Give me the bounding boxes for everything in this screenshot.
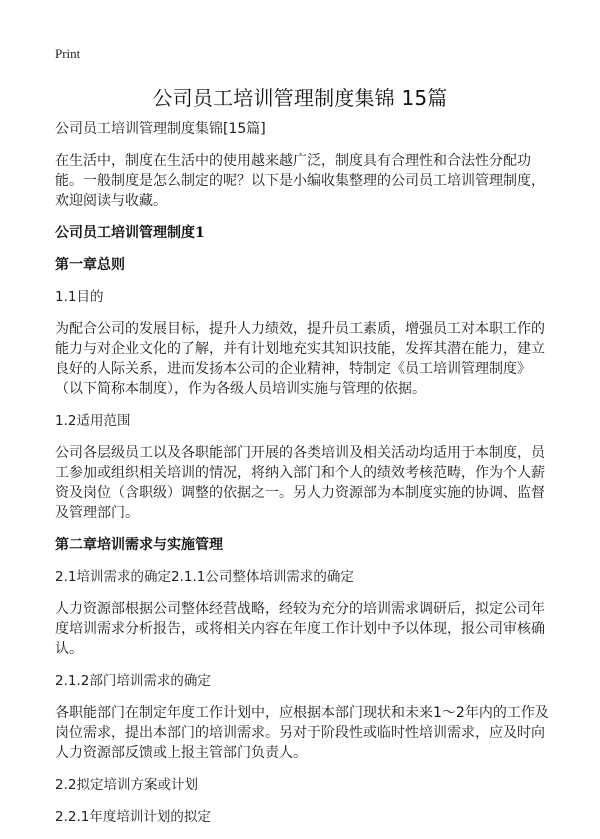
document-subtitle: 公司员工培训管理制度集锦[15篇] bbox=[55, 121, 266, 137]
section-1-2-label: 1.2适用范围 bbox=[55, 413, 131, 429]
section-1-2-text: 公司各层级员工以及各职能部门开展的各类培训及相关活动均适用于本制度，员工参加或组织相关培训的情况，将纳入部门和个人的绩效考核范畴，作为个人薪资及岗位（含职级）调整的依据之一。另人力资源部为本制度实施的协调、监督及管理部门。 bbox=[55, 445, 545, 521]
section-2-1-2-label: 2.1.2部门培训需求的确定 bbox=[55, 673, 211, 689]
section-2-1-2-text: 各职能部门在制定年度工作计划中，应根据本部门现状和未来1～2年内的工作及岗位需求，提出本部门的培训需求。另对于阶段性或临时性培训需求，应及时向人力资源部反馈或上报主管部门负责人。 bbox=[55, 705, 549, 761]
section-2-2-label: 2.2拟定培训方案或计划 bbox=[55, 777, 198, 793]
chapter-2-heading: 第二章培训需求与实施管理 bbox=[55, 537, 223, 553]
page-title: 公司员工培训管理制度集锦 15篇 bbox=[152, 86, 448, 110]
chapter-1-heading: 第一章总则 bbox=[55, 257, 125, 273]
document-body bbox=[55, 119, 550, 839]
print-link[interactable]: Print bbox=[55, 46, 81, 61]
section-heading: 公司员工培训管理制度1 bbox=[55, 225, 205, 241]
section-2-2-1-label: 2.2.1年度培训计划的拟定 bbox=[55, 809, 211, 825]
section-1-1-label: 1.1目的 bbox=[55, 289, 104, 305]
section-1-1-text: 为配合公司的发展目标，提升人力绩效，提升员工素质，增强员工对本职工作的能力与对企业文化的了解，并有计划地充实其知识技能，发挥其潜在能力，建立良好的人际关系，进而发扬本公司的企业精神，特制定《员工培训管理制度》（以下简称本制度），作为各级人员培训实施与管理的依据。 bbox=[55, 321, 545, 397]
section-2-1-1-text: 人力资源部根据公司整体经营战略，经较为充分的培训需求调研后，拟定公司年度培训需求分析报告，或将相关内容在年度工作计划中予以体现，报公司审核确认。 bbox=[55, 601, 545, 657]
section-2-1-label: 2.1培训需求的确定2.1.1公司整体培训需求的确定 bbox=[55, 569, 354, 585]
intro-paragraph: 在生活中，制度在生活中的使用越来越广泛，制度具有合理性和合法性分配功能。一般制度是怎么制定的呢？以下是小编收集整理的公司员工培训管理制度，欢迎阅读与收藏。 bbox=[55, 153, 545, 209]
